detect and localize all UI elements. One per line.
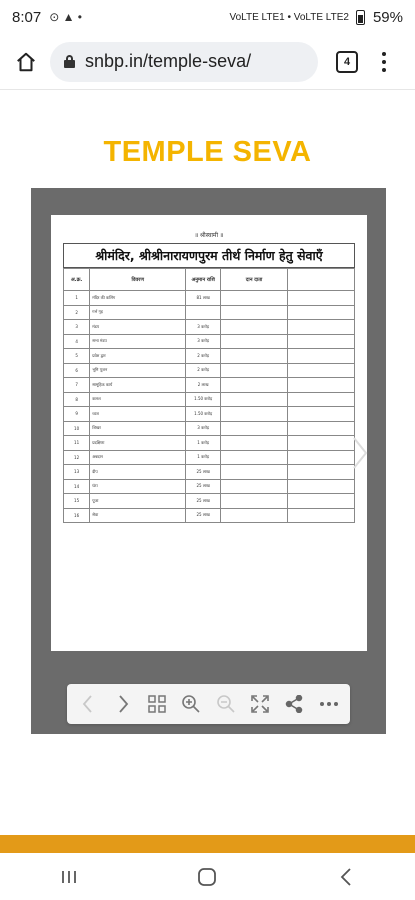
zoom-in-button[interactable] xyxy=(178,691,204,717)
table-cell: 3 करोड़ xyxy=(186,320,221,335)
table-cell xyxy=(221,421,288,436)
table-cell: 81 लाख xyxy=(186,291,221,306)
table-cell: 13 xyxy=(64,465,90,480)
table-cell: 7 xyxy=(64,378,90,393)
table-cell: दीप xyxy=(90,465,186,480)
fullscreen-button[interactable] xyxy=(247,691,273,717)
table-cell: 15 xyxy=(64,494,90,509)
browser-toolbar xyxy=(0,34,415,90)
table-cell: 14 xyxy=(64,479,90,494)
table-cell xyxy=(288,494,355,509)
table-cell xyxy=(288,320,355,335)
table-cell: सभा मंडप xyxy=(90,334,186,349)
page-title: TEMPLE SEVA xyxy=(103,136,312,168)
pdf-toolbar xyxy=(67,684,350,724)
table-cell xyxy=(221,349,288,364)
pdf-viewer[interactable] xyxy=(31,188,386,734)
url-text: snbp.in/temple-seva/ xyxy=(85,51,252,71)
table-cell: भूमि पूजन xyxy=(90,363,186,378)
table-cell: 3 xyxy=(64,320,90,335)
table-cell: 2 करोड़ xyxy=(186,349,221,364)
table-row xyxy=(64,320,355,335)
table-cell: प्रवेश द्वार xyxy=(90,349,186,364)
seva-table xyxy=(63,268,355,523)
table-cell xyxy=(221,320,288,335)
table-cell: 1 करोड़ xyxy=(186,450,221,465)
column-header: अनुमान राशि xyxy=(186,269,221,291)
table-cell xyxy=(288,407,355,422)
table-row xyxy=(64,421,355,436)
table-cell: कलश xyxy=(90,392,186,407)
next-page-chevron-icon[interactable] xyxy=(350,435,370,471)
table-cell xyxy=(186,305,221,320)
home-circle-icon xyxy=(197,867,217,887)
share-button[interactable] xyxy=(281,691,307,717)
table-cell: मंदिर की कलिंग xyxy=(90,291,186,306)
table-cell: गर्भ गृह xyxy=(90,305,186,320)
clock: 8:07 xyxy=(12,8,42,26)
next-page-button[interactable] xyxy=(110,691,136,717)
table-cell: 16 xyxy=(64,508,90,523)
more-options-button[interactable] xyxy=(316,691,342,717)
table-cell xyxy=(221,436,288,451)
table-cell: 5 xyxy=(64,349,90,364)
table-cell: 4 xyxy=(64,334,90,349)
table-cell xyxy=(288,450,355,465)
zoom-out-icon xyxy=(216,694,236,714)
pdf-page xyxy=(51,215,367,651)
table-cell xyxy=(288,291,355,306)
column-header: विवरण xyxy=(90,269,186,291)
table-cell: शिखर xyxy=(90,421,186,436)
table-cell: 25 लाख xyxy=(186,494,221,509)
table-cell: 3 करोड़ xyxy=(186,334,221,349)
table-row xyxy=(64,334,355,349)
table-cell xyxy=(288,363,355,378)
column-header xyxy=(288,269,355,291)
table-cell xyxy=(221,334,288,349)
network-indicator: VoLTE LTE1 • VoLTE LTE2 xyxy=(229,11,349,23)
table-cell: 10 xyxy=(64,421,90,436)
table-cell: 1.50 करोड़ xyxy=(186,392,221,407)
table-row xyxy=(64,305,355,320)
table-cell: 1 करोड़ xyxy=(186,436,221,451)
chevron-left-icon xyxy=(80,694,96,714)
table-cell xyxy=(288,421,355,436)
overflow-menu-button[interactable] xyxy=(376,50,392,74)
table-cell: सेवा xyxy=(90,508,186,523)
table-row xyxy=(64,494,355,509)
table-cell: 11 xyxy=(64,436,90,451)
table-row xyxy=(64,291,355,306)
table-cell: ध्वज xyxy=(90,407,186,422)
table-cell xyxy=(288,334,355,349)
table-cell: 1.50 करोड़ xyxy=(186,407,221,422)
table-cell xyxy=(221,305,288,320)
table-cell xyxy=(221,363,288,378)
back-chevron-icon xyxy=(339,867,353,887)
address-bar[interactable] xyxy=(50,42,318,82)
battery-icon xyxy=(356,10,365,25)
table-row xyxy=(64,436,355,451)
table-row xyxy=(64,465,355,480)
table-cell xyxy=(221,407,288,422)
column-header: अ.क्र. xyxy=(64,269,90,291)
table-cell xyxy=(221,450,288,465)
more-horiz-icon xyxy=(319,701,339,707)
table-cell xyxy=(288,479,355,494)
lock-icon xyxy=(64,55,75,68)
document-top-note: ॥ श्रीस्वामी ॥ xyxy=(194,233,224,239)
table-cell xyxy=(221,465,288,480)
table-cell xyxy=(288,349,355,364)
back-button[interactable] xyxy=(326,857,366,897)
table-cell xyxy=(221,479,288,494)
share-icon xyxy=(285,695,303,713)
table-row xyxy=(64,378,355,393)
table-cell: पूजा xyxy=(90,494,186,509)
table-row xyxy=(64,479,355,494)
table-cell xyxy=(221,508,288,523)
table-cell xyxy=(288,392,355,407)
home-nav-button[interactable] xyxy=(187,857,227,897)
column-header: दान दाता xyxy=(221,269,288,291)
table-row xyxy=(64,349,355,364)
recent-apps-button[interactable] xyxy=(49,857,89,897)
table-cell xyxy=(221,291,288,306)
expand-icon xyxy=(251,695,269,713)
tab-switcher-button[interactable]: 4 xyxy=(336,51,358,73)
zoom-in-icon xyxy=(181,694,201,714)
table-cell: 6 xyxy=(64,363,90,378)
table-cell: 25 लाख xyxy=(186,508,221,523)
grid-icon xyxy=(148,695,166,713)
table-header-row xyxy=(64,269,355,291)
table-cell: 8 xyxy=(64,392,90,407)
table-cell: 3 करोड़ xyxy=(186,421,221,436)
previous-page-button[interactable] xyxy=(75,691,101,717)
thumbnails-button[interactable] xyxy=(144,691,170,717)
table-cell: 25 लाख xyxy=(186,465,221,480)
table-cell xyxy=(288,378,355,393)
table-cell xyxy=(288,465,355,480)
table-row xyxy=(64,508,355,523)
table-cell: सामूहिक कार्य xyxy=(90,378,186,393)
table-cell xyxy=(221,494,288,509)
recents-icon xyxy=(60,869,78,885)
table-cell xyxy=(221,392,288,407)
table-cell: 12 xyxy=(64,450,90,465)
table-cell: 2 करोड़ xyxy=(186,363,221,378)
home-icon xyxy=(15,51,37,73)
notification-icons: ⊙ ▲ • xyxy=(49,10,83,24)
status-bar xyxy=(0,0,415,34)
table-cell: 1 xyxy=(64,291,90,306)
table-cell: 2 लाख xyxy=(186,378,221,393)
table-cell xyxy=(288,508,355,523)
table-cell: अन्नदान xyxy=(90,450,186,465)
table-row xyxy=(64,392,355,407)
table-cell: 2 xyxy=(64,305,90,320)
table-cell: 25 लाख xyxy=(186,479,221,494)
table-cell: 9 xyxy=(64,407,90,422)
table-row xyxy=(64,407,355,422)
chevron-right-icon xyxy=(115,694,131,714)
system-navigation-bar xyxy=(0,853,415,900)
document-heading: श्रीमंदिर, श्रीश्रीनारायणपुरम तीर्थ निर्माण हेतु सेवाएँ xyxy=(63,243,355,268)
table-cell: प्रदक्षिणा xyxy=(90,436,186,451)
table-row xyxy=(64,450,355,465)
table-cell: मंडप xyxy=(90,320,186,335)
table-cell: घंटा xyxy=(90,479,186,494)
system-icons xyxy=(229,9,403,26)
home-button[interactable] xyxy=(10,46,42,78)
more-vert-icon xyxy=(382,52,386,56)
table-cell xyxy=(221,378,288,393)
footer-band xyxy=(0,835,415,853)
table-row xyxy=(64,363,355,378)
table-cell xyxy=(288,436,355,451)
zoom-out-button[interactable] xyxy=(213,691,239,717)
battery-percentage: 59% xyxy=(372,8,403,26)
table-cell xyxy=(288,305,355,320)
